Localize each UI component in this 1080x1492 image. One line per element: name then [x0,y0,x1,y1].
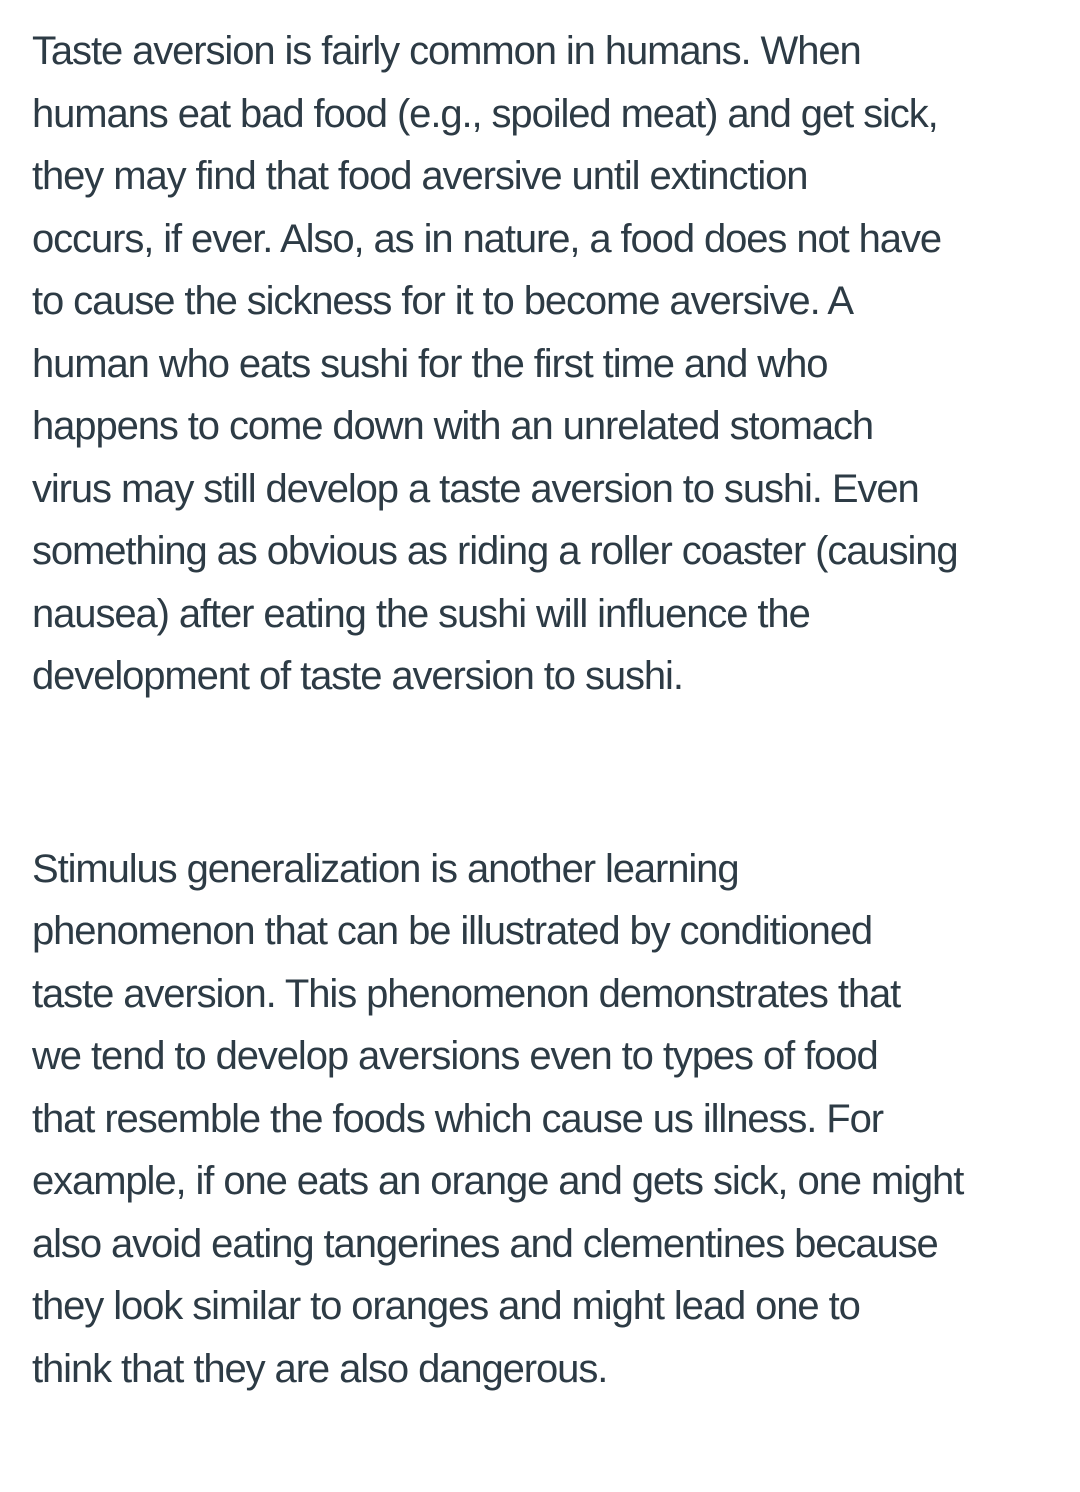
text-line: human who eats sushi for the first time and who [32,341,828,386]
text-line: occurs, if ever. Also, as in nature, a food does not have [32,216,941,261]
text-line: taste aversion. This phenomenon demonstrates that [32,971,901,1016]
text-line: happens to come down with an unrelated stomach [32,404,874,448]
text-line: we tend to develop aversions even to types of food [32,1034,878,1078]
text-line: Taste aversion is fairly common in humans. When [32,29,861,73]
text-line: that resemble the foods which cause us illness. For [32,1096,884,1141]
text-line: development of taste aversion to sushi. [32,654,683,698]
text-line: also avoid eating tangerines and clementines because [32,1221,938,1266]
text-line: virus may still develop a taste aversion to sushi. Even [32,466,919,511]
text-line: nausea) after eating the sushi will influence the [32,591,810,636]
text-line: example, if one eats an orange and gets sick, one might [32,1159,964,1203]
paragraph-taste-aversion [32,20,1080,708]
paragraph-stimulus-generalization [32,838,1080,1401]
text-line: to cause the sickness for it to become aversive. A [32,279,853,323]
text-line: Stimulus generalization is another learning [32,846,739,891]
text-line: they may find that food aversive until extinction [32,154,808,198]
paragraph-gap [32,708,1080,838]
text-line: think that they are also dangerous. [32,1346,608,1391]
text-line: something as obvious as riding a roller coaster (causing [32,529,958,573]
text-line: phenomenon that can be illustrated by conditioned [32,909,873,953]
text-line: humans eat bad food (e.g., spoiled meat) and get sick, [32,91,938,136]
text-line: they look similar to oranges and might lead one to [32,1284,860,1328]
